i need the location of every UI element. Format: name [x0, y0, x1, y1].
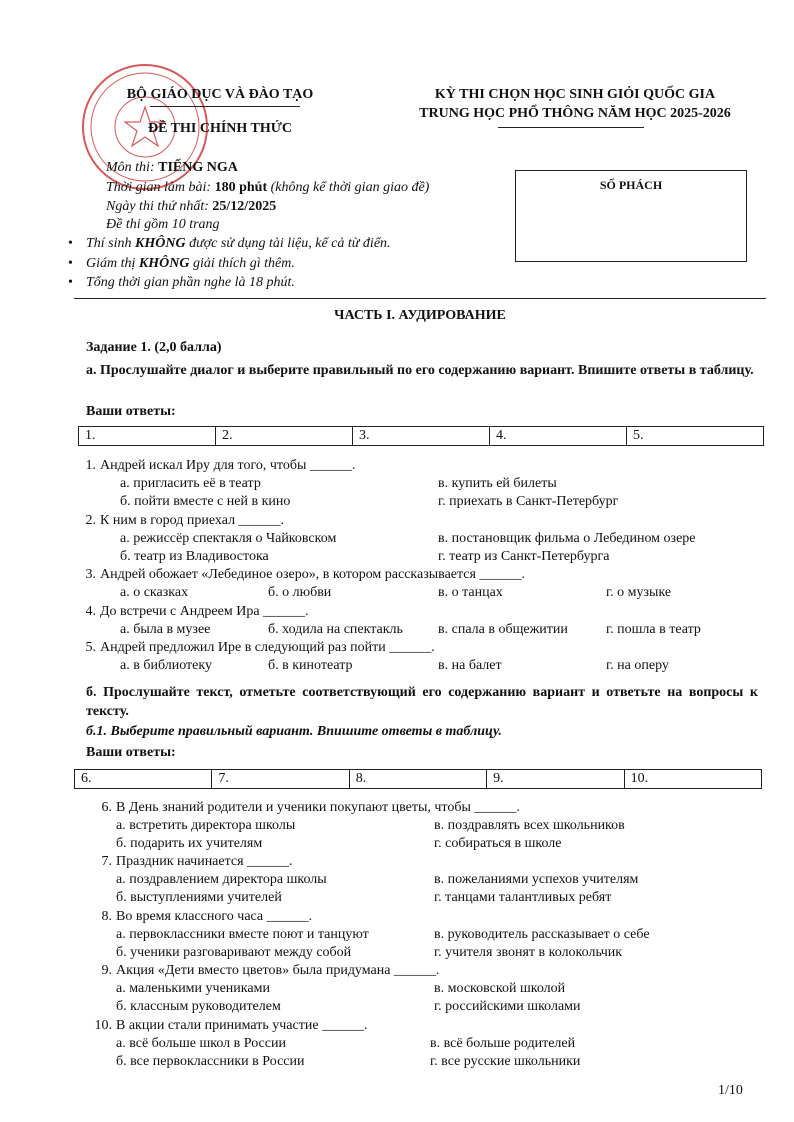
question-number: 10. — [94, 1018, 112, 1033]
option: а. режиссёр спектакля о Чайковском — [120, 531, 337, 546]
option: б. театр из Владивостока — [120, 549, 269, 564]
option: в. спала в общежитии — [438, 622, 568, 637]
option: в. о танцах — [438, 585, 503, 600]
answer-cell[interactable]: 8. — [349, 770, 486, 789]
question-text: Андрей предложил Ире в следующий раз пойти ______. — [100, 640, 435, 655]
option: г. театр из Санкт-Петербурга — [438, 549, 610, 564]
question-text: Во время классного часа ______. — [116, 909, 313, 924]
option: а. в библиотеку — [120, 658, 212, 673]
answer-cell[interactable]: 3. — [353, 427, 490, 446]
rule-bullet-2 — [86, 256, 295, 272]
question-text: Акция «Дети вместо цветов» была придумана ______. — [116, 963, 440, 978]
option: в. пожеланиями успехов учителям — [434, 872, 639, 887]
option: в. руководитель рассказывает о себе — [434, 927, 650, 942]
header-divider — [74, 298, 766, 299]
task1-a-instruction: а. Прослушайте диалог и выберите правильный по его содержанию вариант. Впишите ответы в таблицу. — [86, 363, 754, 378]
question-text: В акции стали принимать участие ______. — [116, 1018, 368, 1033]
subject-label: Môn thi: — [106, 160, 155, 175]
pages-count: Đề thi gồm 10 trang — [106, 217, 220, 232]
option: а. поздравлением директора школы — [116, 872, 327, 887]
answers-label-1: Ваши ответы: — [86, 404, 176, 419]
option: г. собираться в школе — [434, 836, 562, 851]
question-number: 3. — [85, 567, 96, 582]
time-note: (không kể thời gian giao đề) — [270, 180, 430, 195]
option: а. всё больше школ в России — [116, 1036, 286, 1051]
option: а. первоклассники вместе поют и танцуют — [116, 927, 369, 942]
subject-value: TIẾNG NGA — [158, 160, 238, 175]
question-text: К ним в город приехал ______. — [100, 513, 285, 528]
question-item — [101, 909, 313, 925]
question-item — [85, 458, 356, 474]
question-number: 6. — [101, 800, 112, 815]
official-label: ĐỀ THI CHÍNH THỨC — [147, 121, 293, 136]
date-label: Ngày thi thứ nhất: — [106, 199, 209, 214]
option: г. российскими школами — [434, 999, 581, 1014]
question-item — [85, 604, 309, 620]
option: в. на балет — [438, 658, 502, 673]
task1-title: Задание 1. (2,0 балла) — [86, 340, 222, 355]
question-item — [85, 567, 525, 583]
question-item — [85, 640, 435, 656]
option: а. пригласить её в театр — [120, 476, 261, 491]
title-underline — [498, 127, 644, 128]
option: а. о сказках — [120, 585, 189, 600]
answer-cell[interactable]: 1. — [79, 427, 216, 446]
answer-cell[interactable]: 5. — [627, 427, 764, 446]
rule-text: giải thích gì thêm. — [189, 256, 295, 271]
so-phach-box — [515, 170, 747, 262]
option: б. все первоклассники в России — [116, 1054, 305, 1069]
option: г. танцами талантливых ребят — [434, 890, 612, 905]
rule-bullet-1 — [86, 236, 391, 252]
question-text: В День знаний родители и ученики покупают цветы, чтобы ______. — [116, 800, 520, 815]
option: в. постановщик фильма о Лебедином озере — [438, 531, 696, 546]
option: г. учителя звонят в колокольчик — [434, 945, 623, 960]
answer-table-1 — [78, 426, 764, 446]
option: в. купить ей билеты — [438, 476, 557, 491]
question-item — [85, 513, 285, 529]
question-item — [101, 800, 520, 816]
option: г. о музыке — [606, 585, 672, 600]
question-text: Праздник начинается ______. — [116, 854, 293, 869]
question-number: 4. — [85, 604, 96, 619]
date-value: 25/12/2025 — [212, 199, 277, 214]
answer-cell[interactable]: 6. — [75, 770, 212, 789]
answer-cell[interactable]: 2. — [216, 427, 353, 446]
time-label: Thời gian làm bài: — [106, 180, 212, 195]
ministry-underline — [150, 106, 300, 107]
rule-text: Thí sinh — [86, 236, 136, 251]
question-number: 7. — [101, 854, 112, 869]
option: в. всё больше родителей — [430, 1036, 576, 1051]
so-phach-label: SỐ PHÁCH — [599, 178, 663, 192]
rule-text: Giám thị — [86, 256, 139, 271]
date-line — [106, 199, 276, 215]
question-item — [94, 1018, 368, 1034]
answer-table-2 — [74, 769, 762, 789]
rule-text: được sử dụng tài liệu, kể cả từ điển. — [185, 236, 391, 251]
answers-label-2: Ваши ответы: — [86, 745, 176, 760]
option: г. приехать в Санкт-Петербург — [438, 494, 619, 509]
option: б. ученики разговаривают между собой — [116, 945, 352, 960]
exam-title-1: KỲ THI CHỌN HỌC SINH GIỎI QUỐC GIA — [434, 87, 716, 102]
exam-title-2: TRUNG HỌC PHỔ THÔNG NĂM HỌC 2025-2026 — [419, 106, 731, 121]
question-text: Андрей искал Иру для того, чтобы ______. — [100, 458, 356, 473]
option: б. о любви — [268, 585, 332, 600]
option: в. поздравлять всех школьников — [434, 818, 625, 833]
rule-bullet-3: • Tổng thời gian phần nghe là 18 phút. — [86, 275, 295, 291]
option: а. была в музее — [120, 622, 211, 637]
option: б. пойти вместе с ней в кино — [120, 494, 291, 509]
time-value: 180 phút — [214, 180, 268, 195]
answer-cell[interactable]: 7. — [212, 770, 349, 789]
page-number: 1/10 — [718, 1083, 743, 1098]
question-number: 2. — [85, 513, 96, 528]
option: а. маленькими учениками — [116, 981, 270, 996]
option: б. подарить их учителям — [116, 836, 263, 851]
task1-b1-instruction: б.1. Выберите правильный вариант. Впишите ответы в таблицу. — [86, 724, 502, 739]
rule-emphasis: KHÔNG — [138, 256, 190, 271]
option: б. в кинотеатр — [268, 658, 353, 673]
question-number: 5. — [85, 640, 96, 655]
question-item — [101, 854, 293, 870]
option: б. классным руководителем — [116, 999, 281, 1014]
question-text: До встречи с Андреем Ира ______. — [100, 604, 309, 619]
answer-cell[interactable]: 4. — [490, 427, 627, 446]
question-number: 8. — [101, 909, 112, 924]
question-item — [101, 963, 440, 979]
option: в. московской школой — [434, 981, 566, 996]
question-text: Андрей обожает «Лебединое озеро», в котором рассказывается ______. — [100, 567, 525, 582]
option: г. все русские школьники — [430, 1054, 581, 1069]
answer-cell[interactable]: 10. — [624, 770, 761, 789]
time-line — [106, 180, 429, 196]
part-title: ЧАСТЬ I. АУДИРОВАНИЕ — [334, 308, 506, 323]
question-number: 1. — [85, 458, 96, 473]
option: г. на оперу — [606, 658, 669, 673]
option: б. выступлениями учителей — [116, 890, 282, 905]
ministry-name: BỘ GIÁO DỤC VÀ ĐÀO TẠO — [126, 87, 314, 102]
option: а. встретить директора школы — [116, 818, 296, 833]
option: г. пошла в театр — [606, 622, 701, 637]
answer-cell[interactable]: 9. — [487, 770, 624, 789]
subject-line — [106, 160, 238, 176]
question-number: 9. — [101, 963, 112, 978]
task1-b-instruction: б. Прослушайте текст, отметьте соответствующий его содержанию вариант и ответьте на вопросы к тексту. — [86, 685, 758, 719]
rule-emphasis: KHÔNG — [135, 236, 186, 251]
option: б. ходила на спектакль — [268, 622, 403, 637]
